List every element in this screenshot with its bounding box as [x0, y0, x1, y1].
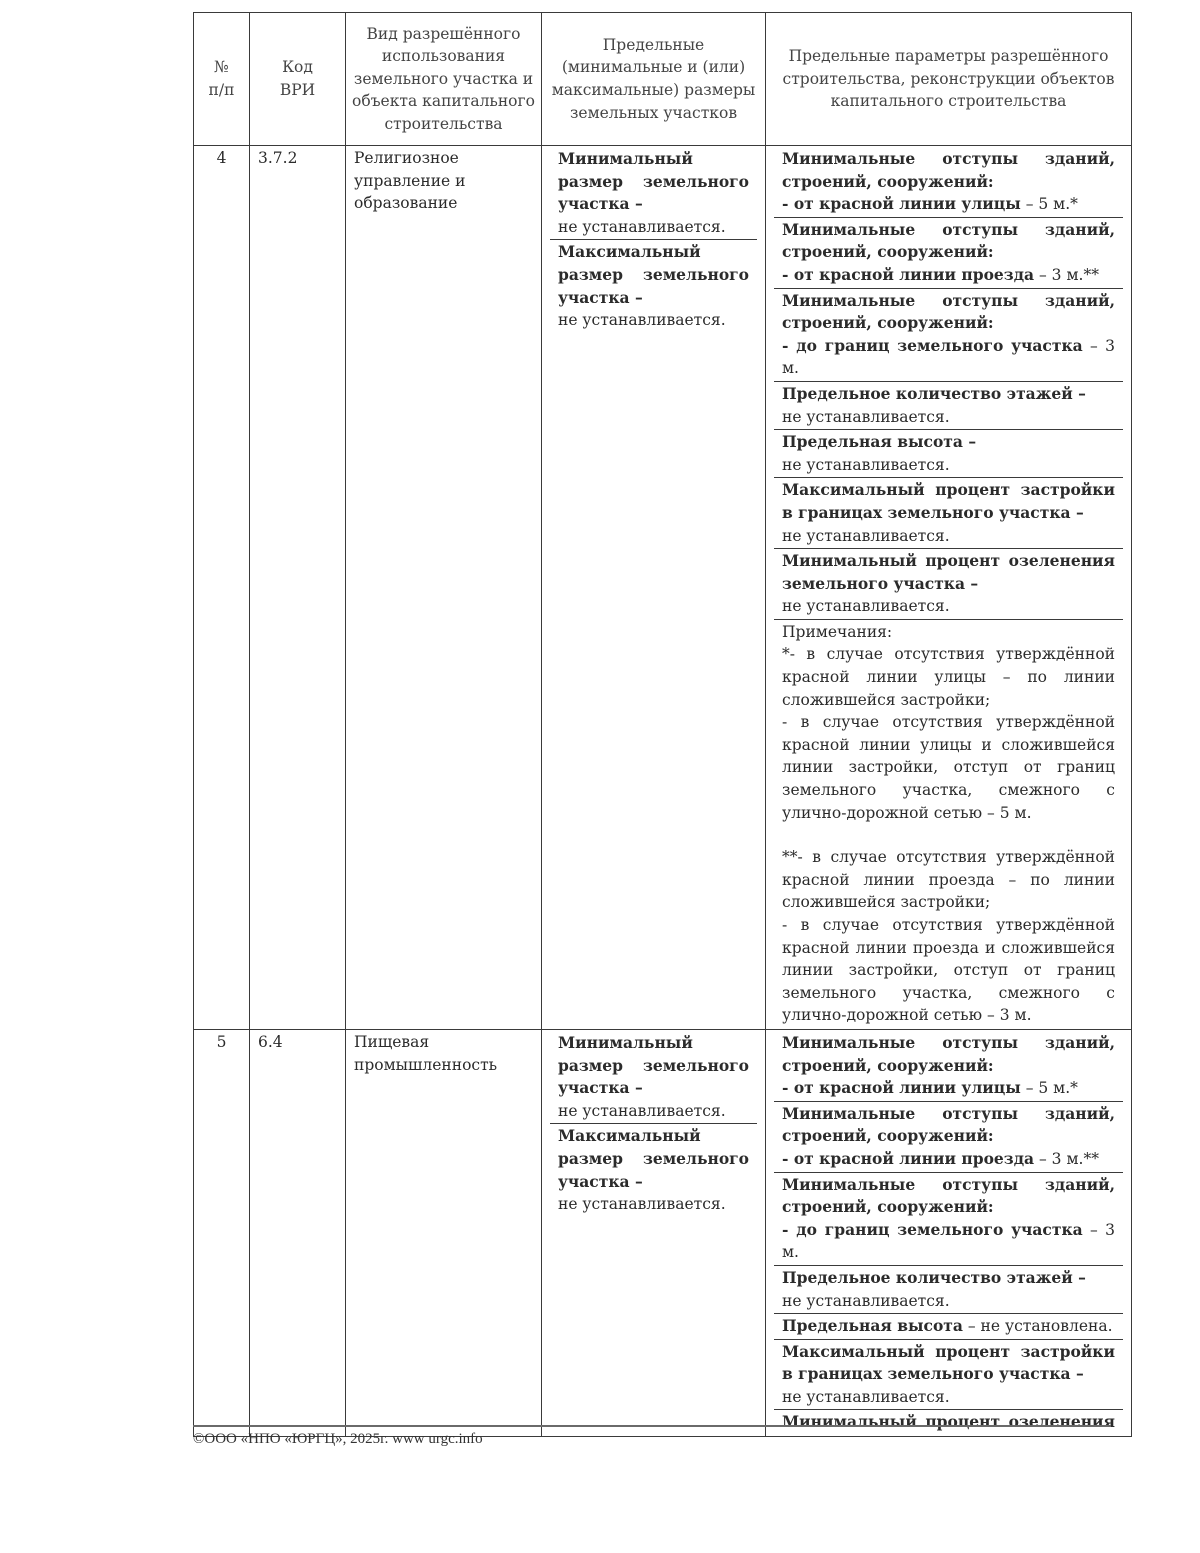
note-text: **- в случае отсутствия утверждённой красной линии проезда – по линии сложившейся застройки; [782, 848, 1115, 912]
param-setback-street [774, 147, 1123, 218]
min-size [550, 147, 757, 240]
row-number: 4 [194, 146, 250, 1030]
param-height [774, 430, 1123, 478]
param-tail: – 3 м.** [1034, 1149, 1099, 1168]
min-size-value: не устанавливается. [558, 217, 726, 236]
row-use: Пищевая промышленность [346, 1029, 542, 1436]
param-building-percent [774, 478, 1123, 549]
footer-divider [193, 1425, 1111, 1427]
param-setback-passage [774, 1102, 1123, 1173]
max-size-title: Максимальный размер земельного участка – [558, 1126, 749, 1191]
table-header-row [194, 13, 1132, 146]
header-code: Код ВРИ [250, 13, 346, 146]
param-tail: – 5 м.* [1020, 195, 1078, 214]
param-value: – не установлена. [962, 1317, 1113, 1336]
header-use: Вид разрешённого использования земельного участка и объекта капитального строительства [346, 13, 542, 146]
table-row [194, 1029, 1132, 1436]
footer-copyright: ©ООО «НПО «ЮРГЦ», 2025г. www urgc.info [193, 1431, 483, 1447]
param-setback-boundary [774, 289, 1123, 382]
param-value: - от красной линии улицы [782, 1078, 1021, 1098]
regulations-table [193, 12, 1132, 1437]
notes-title: Примечания: [782, 622, 893, 641]
param-value: не устанавливается. [782, 597, 950, 616]
min-size-title: Минимальный размер земельного участка – [558, 149, 749, 214]
param-title: Максимальный процент застройки в границах земельного участка – [782, 480, 1115, 522]
header-params: Предельные параметры разрешённого строительства, реконструкции объектов капитального строительства [766, 13, 1132, 146]
min-size-value: не устанавливается. [558, 1101, 726, 1120]
note-text: *- в случае отсутствия утверждённой красной линии улицы – по линии сложившейся застройки; [782, 645, 1115, 709]
param-setback-boundary [774, 1173, 1123, 1266]
param-building-percent [774, 1340, 1123, 1411]
param-tail: – 5 м.* [1020, 1079, 1078, 1098]
header-sizes: Предельные (минимальные и (или) максимальные) размеры земельных участков [542, 13, 766, 146]
param-greening-percent [774, 1410, 1123, 1435]
notes [774, 620, 1123, 1028]
row-number: 5 [194, 1029, 250, 1436]
note-text: - в случае отсутствия утверждённой красной линии проезда и сложившейся линии застройки, отступ от границ земельного участка, смежного с улично-дорожной сетью – 3 м. [782, 916, 1115, 1025]
row-code: 3.7.2 [250, 146, 346, 1030]
param-title: Минимальные отступы зданий, строений, сооружений: [782, 290, 1115, 333]
min-size-title: Минимальный размер земельного участка – [558, 1032, 749, 1098]
param-greening-percent [774, 549, 1123, 620]
row-code: 6.4 [250, 1029, 346, 1436]
param-value: не устанавливается. [782, 407, 950, 426]
param-title: Предельное количество этажей – [782, 1267, 1086, 1287]
min-size [550, 1031, 757, 1124]
param-setback-street [774, 1031, 1123, 1102]
row-sizes [542, 1029, 766, 1436]
max-size-value: не устанавливается. [558, 311, 726, 330]
param-height [774, 1314, 1123, 1340]
param-value: не устанавливается. [782, 1387, 950, 1406]
param-tail: – 3 м. [782, 336, 1115, 378]
max-size-value: не устанавливается. [558, 1195, 726, 1214]
param-title: Минимальные отступы зданий, строений, сооружений: [782, 1174, 1115, 1217]
param-title: Предельная высота [782, 1316, 963, 1336]
row-use: Религиозное управление и образование [346, 146, 542, 1030]
note-text: - в случае отсутствия утверждённой красной линии улицы и сложившейся линии застройки, отступ от границ земельного участка, смежного с улично-дорожной сетью – 5 м. [782, 713, 1115, 822]
param-value: - от красной линии проезда [782, 264, 1035, 284]
param-tail: – 3 м.** [1034, 265, 1099, 284]
param-value: - от красной линии проезда [782, 1148, 1035, 1168]
param-value: не устанавливается. [782, 455, 950, 474]
param-value: не устанавливается. [782, 1291, 950, 1310]
param-title: Минимальные отступы зданий, строений, сооружений: [782, 1032, 1115, 1075]
param-tail: – 3 м. [782, 1220, 1115, 1262]
param-title: Предельная высота – [782, 432, 977, 452]
max-size [550, 1124, 757, 1216]
param-title: Минимальный процент озеленения [782, 1412, 1115, 1432]
param-title: Минимальные отступы зданий, строений, сооружений: [782, 219, 1115, 262]
param-title: Предельное количество этажей – [782, 383, 1086, 403]
param-floors [774, 382, 1123, 430]
param-title: Минимальные отступы зданий, строений, сооружений: [782, 149, 1115, 191]
row-params [766, 146, 1132, 1030]
table-row [194, 146, 1132, 1030]
param-setback-passage [774, 218, 1123, 289]
param-title: Максимальный процент застройки в границах земельного участка – [782, 1341, 1115, 1384]
param-title: Минимальные отступы зданий, строений, сооружений: [782, 1103, 1115, 1146]
param-value: не устанавливается. [782, 526, 950, 545]
param-floors [774, 1266, 1123, 1314]
param-value: - от красной линии улицы [782, 194, 1021, 214]
row-sizes [542, 146, 766, 1030]
note-spacer [782, 824, 1115, 846]
param-value: - до границ земельного участка [782, 1219, 1083, 1239]
param-value: - до границ земельного участка [782, 335, 1083, 355]
max-size [550, 240, 757, 332]
row-params [766, 1029, 1132, 1436]
max-size-title: Максимальный размер земельного участка – [558, 242, 749, 307]
header-num: № п/п [194, 13, 250, 146]
param-title: Минимальный процент озеленения земельного участка – [782, 551, 1115, 593]
